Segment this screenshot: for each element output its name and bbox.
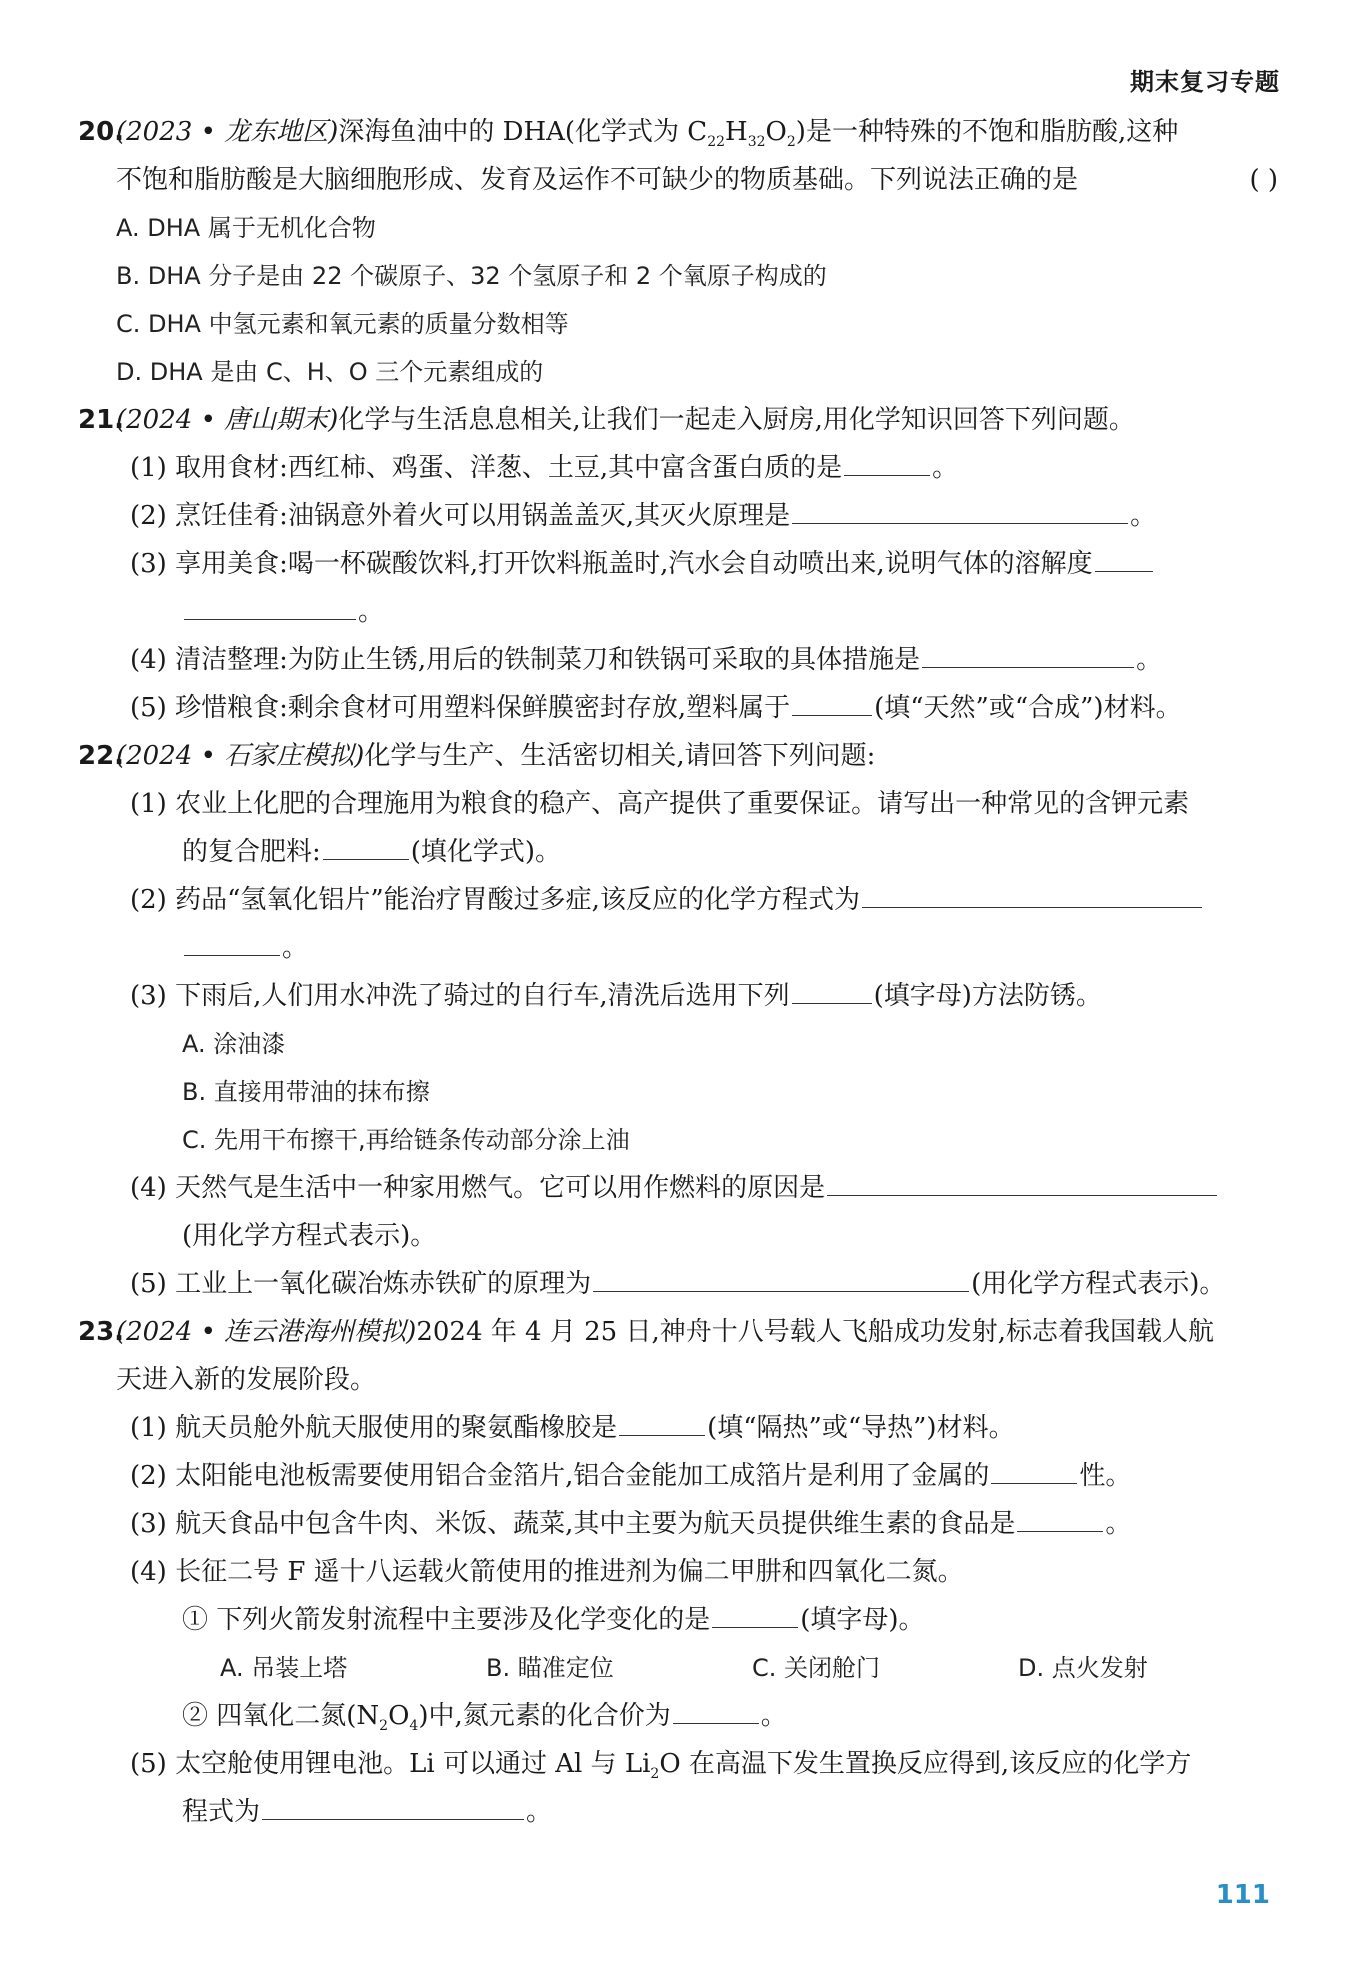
q23-part4-sub2-text: )中,氮元素的化合价为 bbox=[418, 1701, 671, 1731]
period: 。 bbox=[760, 1701, 787, 1731]
q22-option-b: B. 直接用带油的抹布擦 bbox=[182, 1078, 430, 1106]
q21-part3-text: (3) 享用美食:喝一杯碳酸饮料,打开饮料瓶盖时,汽水会自动喷出来,说明气体的溶解度 bbox=[130, 549, 1093, 579]
q22-part3-text: (填字母)方法防锈。 bbox=[873, 981, 1102, 1011]
q21-part5-text: (5) 珍惜粮食:剩余食材可用塑料保鲜膜密封存放,塑料属于 bbox=[130, 693, 791, 723]
answer-blank[interactable] bbox=[184, 927, 280, 956]
q23-part4-sub2-text: O bbox=[388, 1701, 410, 1731]
answer-parentheses[interactable]: ( ) bbox=[1249, 165, 1278, 195]
q23-part2-text: 性。 bbox=[1079, 1461, 1132, 1491]
answer-blank[interactable] bbox=[991, 1455, 1077, 1484]
q23-part4-text: (4) 长征二号 F 遥十八运载火箭使用的推进剂为偏二甲肼和四氧化二氮。 bbox=[130, 1557, 964, 1587]
q23-part1-text: (填“隔热”或“导热”)材料。 bbox=[707, 1413, 1015, 1443]
q23-stem-text: 天进入新的发展阶段。 bbox=[116, 1365, 377, 1395]
q20-number: 20. bbox=[78, 117, 125, 147]
q21-part2 bbox=[78, 492, 1278, 540]
period: 。 bbox=[1105, 1509, 1132, 1539]
q23-option-a: A. 吊装上塔 bbox=[220, 1654, 348, 1682]
q23-part2-text: (2) 太阳能电池板需要使用铝合金箔片,铝合金能加工成箔片是利用了金属的 bbox=[130, 1461, 990, 1491]
q22-source: (2024 • 石家庄模拟) bbox=[116, 741, 365, 771]
q23-part4-sub2 bbox=[78, 1692, 1278, 1740]
q22-part1 bbox=[78, 780, 1278, 828]
answer-blank[interactable] bbox=[1017, 1503, 1103, 1532]
q21-part1-text: (1) 取用食材:西红柿、鸡蛋、洋葱、土豆,其中富含蛋白质的是 bbox=[130, 453, 843, 483]
q23-part4 bbox=[78, 1548, 1278, 1596]
q23-stem-text: 2024 年 4 月 25 日,神舟十八号载人飞船成功发射,标志着我国载人航 bbox=[416, 1317, 1214, 1347]
q22-part5-text: (用化学方程式表示)。 bbox=[971, 1269, 1226, 1299]
answer-blank[interactable] bbox=[619, 1407, 705, 1436]
q23-option-b: B. 瞄准定位 bbox=[486, 1654, 614, 1682]
q22-part2-text: (2) 药品“氢氧化铝片”能治疗胃酸过多症,该反应的化学方程式为 bbox=[130, 885, 860, 915]
q23-source: (2024 • 连云港海州模拟) bbox=[116, 1317, 417, 1347]
period: 。 bbox=[358, 597, 385, 627]
q22-stem bbox=[78, 732, 1278, 780]
answer-blank[interactable] bbox=[862, 879, 1202, 908]
answer-blank[interactable] bbox=[844, 447, 930, 476]
q20-stem-text: O bbox=[765, 117, 787, 147]
q23-part1 bbox=[78, 1404, 1278, 1452]
q21-part5-text: (填“天然”或“合成”)材料。 bbox=[874, 693, 1182, 723]
q23-part5 bbox=[78, 1740, 1278, 1788]
q21-part3 bbox=[78, 540, 1278, 588]
subscript: 2 bbox=[786, 134, 796, 151]
q23-part5-text: O 在高温下发生置换反应得到,该反应的化学方 bbox=[659, 1749, 1192, 1779]
answer-blank[interactable] bbox=[922, 639, 1134, 668]
q23-number: 23. bbox=[78, 1317, 125, 1347]
q20-option-a: A. DHA 属于无机化合物 bbox=[116, 214, 376, 242]
period: 。 bbox=[526, 1797, 553, 1827]
q20-stem-text: 不饱和脂肪酸是大脑细胞形成、发育及运作不可缺少的物质基础。下列说法正确的是 bbox=[116, 165, 1079, 195]
answer-blank[interactable] bbox=[792, 495, 1128, 524]
q22-part1-text: 的复合肥料: bbox=[182, 837, 321, 867]
q23-part3 bbox=[78, 1500, 1278, 1548]
q23-stem-line2 bbox=[78, 1356, 1278, 1404]
period: 。 bbox=[1130, 501, 1157, 531]
q23-part5-text: 程式为 bbox=[182, 1797, 261, 1827]
q23-option-c: C. 关闭舱门 bbox=[752, 1654, 881, 1682]
q21-part4-text: (4) 清洁整理:为防止生锈,用后的铁制菜刀和铁锅可采取的具体措施是 bbox=[130, 645, 921, 675]
q21-part3-cont bbox=[78, 588, 1278, 636]
q21-source: (2024 • 唐山期末) bbox=[116, 405, 339, 435]
answer-blank[interactable] bbox=[712, 1599, 798, 1628]
q22-option-a: A. 涂油漆 bbox=[182, 1030, 286, 1058]
q23-part4-sub2-text: ② 四氧化二氮(N bbox=[182, 1701, 380, 1731]
q22-option-c: C. 先用干布擦干,再给链条传动部分涂上油 bbox=[182, 1126, 630, 1154]
subscript: 4 bbox=[409, 1718, 419, 1735]
q22-part1-text: (1) 农业上化肥的合理施用为粮食的稳产、高产提供了重要保证。请写出一种常见的含钾元素 bbox=[130, 789, 1190, 819]
q22-stem-text: 化学与生产、生活密切相关,请回答下列问题: bbox=[364, 741, 876, 771]
q22-part5-text: (5) 工业上一氧化碳冶炼赤铁矿的原理为 bbox=[130, 1269, 592, 1299]
answer-blank[interactable] bbox=[1095, 543, 1153, 572]
answer-blank[interactable] bbox=[323, 831, 409, 860]
q23-part4-sub1-text: (填字母)。 bbox=[800, 1605, 925, 1635]
answer-blank[interactable] bbox=[673, 1695, 759, 1724]
subscript: 22 bbox=[707, 134, 726, 151]
section-title: 期末复习专题 bbox=[1130, 68, 1280, 96]
q22-part4-text: (用化学方程式表示)。 bbox=[182, 1221, 437, 1251]
q22-part1-cont bbox=[78, 828, 1278, 876]
subscript: 2 bbox=[650, 1766, 660, 1783]
q22-part4 bbox=[78, 1164, 1278, 1212]
q23-part4-sub1-text: ① 下列火箭发射流程中主要涉及化学变化的是 bbox=[182, 1605, 711, 1635]
subscript: 32 bbox=[747, 134, 766, 151]
period: 。 bbox=[932, 453, 959, 483]
answer-blank[interactable] bbox=[184, 591, 356, 620]
answer-blank[interactable] bbox=[792, 975, 872, 1004]
q20-option-b: B. DHA 分子是由 22 个碳原子、32 个氢原子和 2 个氧原子构成的 bbox=[116, 262, 827, 290]
q21-stem bbox=[78, 396, 1278, 444]
q23-part5-cont bbox=[78, 1788, 1278, 1836]
q22-part4-text: (4) 天然气是生活中一种家用燃气。它可以用作燃料的原因是 bbox=[130, 1173, 826, 1203]
answer-blank[interactable] bbox=[827, 1167, 1217, 1196]
q20-option-d: D. DHA 是由 C、H、O 三个元素组成的 bbox=[116, 358, 544, 386]
q22-part2-cont bbox=[78, 924, 1278, 972]
q20-stem-line2 bbox=[78, 156, 1278, 204]
q20-stem-text: H bbox=[725, 117, 748, 147]
q23-stem-line1 bbox=[78, 1308, 1278, 1356]
q22-number: 22. bbox=[78, 741, 125, 771]
q22-part5 bbox=[78, 1260, 1278, 1308]
period: 。 bbox=[282, 933, 309, 963]
q23-part3-text: (3) 航天食品中包含牛肉、米饭、蔬菜,其中主要为航天员提供维生素的食品是 bbox=[130, 1509, 1016, 1539]
q23-part4-sub1 bbox=[78, 1596, 1278, 1644]
q23-option-d: D. 点火发射 bbox=[1018, 1654, 1148, 1682]
answer-blank[interactable] bbox=[593, 1263, 969, 1292]
q22-part1-text: (填化学式)。 bbox=[410, 837, 562, 867]
period: 。 bbox=[1136, 645, 1163, 675]
q21-part4 bbox=[78, 636, 1278, 684]
q20-stem-text: 深海鱼油中的 DHA(化学式为 C bbox=[338, 117, 708, 147]
q21-part1 bbox=[78, 444, 1278, 492]
q23-part2 bbox=[78, 1452, 1278, 1500]
q22-part3-text: (3) 下雨后,人们用水冲洗了骑过的自行车,清洗后选用下列 bbox=[130, 981, 790, 1011]
q22-part2 bbox=[78, 876, 1278, 924]
q22-part3 bbox=[78, 972, 1278, 1020]
subscript: 2 bbox=[379, 1718, 389, 1735]
q20-stem-line1 bbox=[78, 108, 1278, 156]
q20-source: (2023 • 龙东地区) bbox=[116, 117, 339, 147]
answer-blank[interactable] bbox=[262, 1791, 524, 1820]
q22-part4-cont bbox=[78, 1212, 1278, 1260]
question-page bbox=[78, 108, 1278, 1836]
q21-part5 bbox=[78, 684, 1278, 732]
q23-options bbox=[78, 1644, 1278, 1692]
q20-option-c: C. DHA 中氢元素和氧元素的质量分数相等 bbox=[116, 310, 569, 338]
q21-part2-text: (2) 烹饪佳肴:油锅意外着火可以用锅盖盖灭,其灭火原理是 bbox=[130, 501, 791, 531]
q23-part1-text: (1) 航天员舱外航天服使用的聚氨酯橡胶是 bbox=[130, 1413, 618, 1443]
q21-number: 21. bbox=[78, 405, 125, 435]
page-number: 111 bbox=[1215, 1880, 1270, 1910]
answer-blank[interactable] bbox=[792, 687, 872, 716]
q20-stem-text: )是一种特殊的不饱和脂肪酸,这种 bbox=[795, 117, 1179, 147]
q21-stem-text: 化学与生活息息相关,让我们一起走入厨房,用化学知识回答下列问题。 bbox=[338, 405, 1135, 435]
q23-part5-text: (5) 太空舱使用锂电池。Li 可以通过 Al 与 Li bbox=[130, 1749, 651, 1779]
